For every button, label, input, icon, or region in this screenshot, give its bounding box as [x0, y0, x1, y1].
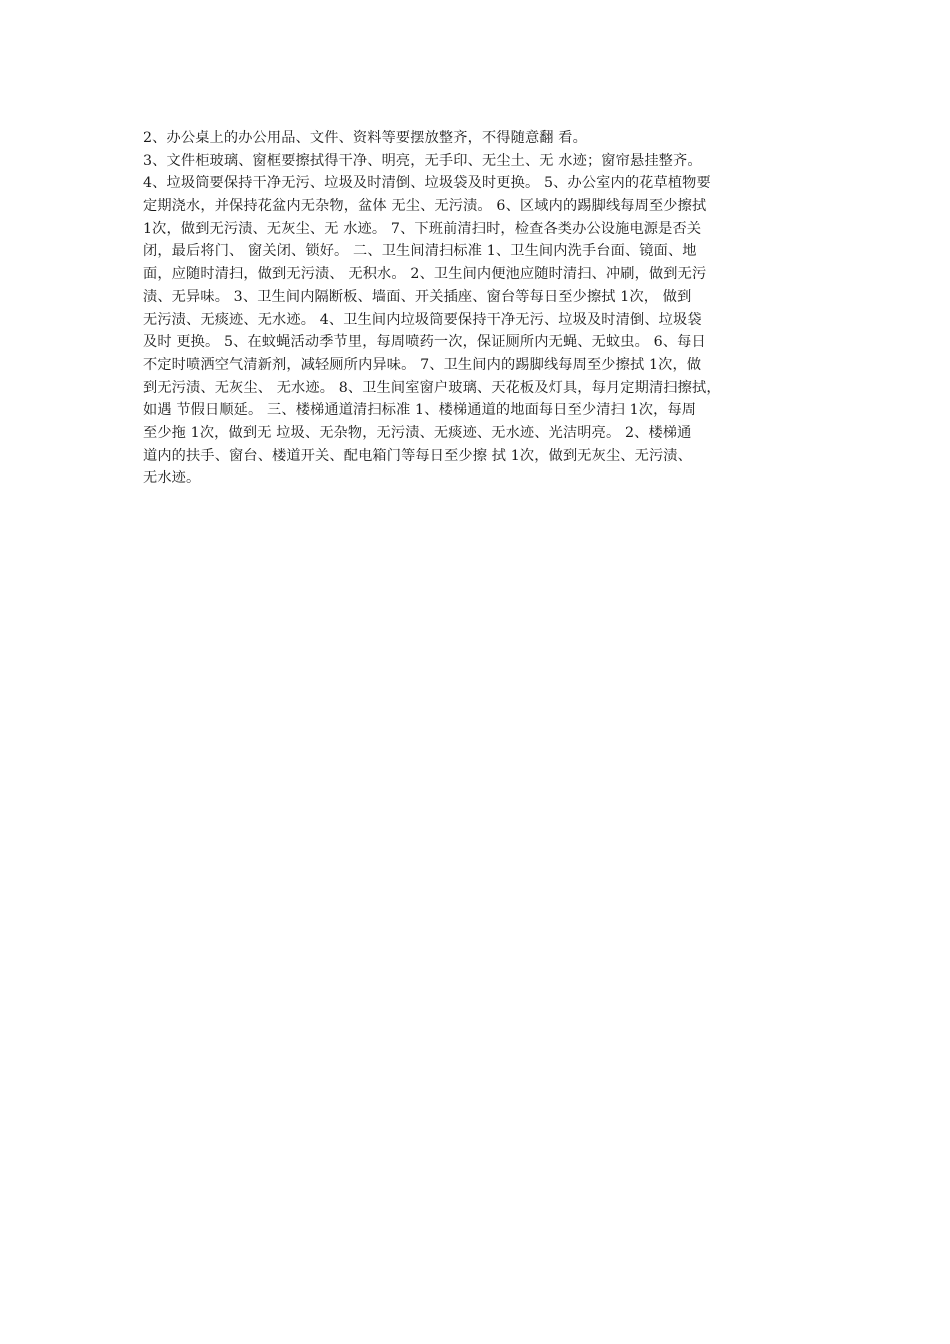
text-line: 如遇 节假日顺延。 三、楼梯通道清扫标准 1、楼梯通道的地面每日至少清扫 1次，每周 — [143, 402, 697, 419]
text-line: 到无污渍、无灰尘、 无水迹。 8、卫生间室窗户玻璃、天花板及灯具，每月定期清扫擦拭， — [143, 379, 721, 396]
text-line: 无水迹。 — [143, 470, 201, 487]
text-line: 无污渍、无痰迹、无水迹。 4、卫生间内垃圾筒要保持干净无污、垃圾及时清倒、垃圾袋 — [143, 311, 702, 328]
text-line: 道内的扶手、窗台、楼道开关、配电箱门等每日至少擦 拭 1次，做到无灰尘、无污渍、 — [143, 447, 692, 464]
text-line: 3、文件柜玻璃、窗框要擦拭得干净、明亮，无手印、无尘土、无 水迹；窗帘悬挂整齐。 — [143, 152, 702, 169]
text-line: 定期浇水，并保持花盆内无杂物，盆体 无尘、无污渍。 6、区域内的踢脚线每周至少擦拭 — [143, 198, 707, 215]
text-line: 2、办公桌上的办公用品、文件、资料等要摆放整齐，不得随意翻 看。 — [143, 130, 587, 146]
text-line: 至少拖 1次，做到无 垃圾、无杂物，无污渍、无痰迹、无水迹、光洁明亮。 2、楼梯通 — [143, 424, 692, 441]
text-line: 闭，最后将门、 窗关闭、锁好。 二、卫生间清扫标准 1、卫生间内洗手台面、镜面、地 — [143, 243, 697, 260]
body-text — [143, 127, 823, 490]
text-line: 渍、无异味。 3、卫生间内隔断板、墙面、开关插座、窗台等每日至少擦拭 1次， 做到 — [143, 288, 692, 305]
text-line: 1次，做到无污渍、无灰尘、无 水迹。 7、下班前清扫时，检查各类办公设施电源是否关 — [143, 220, 702, 237]
text-line: 面，应随时清扫，做到无污渍、 无积水。 2、卫生间内便池应随时清扫、冲刷，做到无污 — [143, 266, 707, 283]
text-line: 不定时喷洒空气清新剂，减轻厕所内异味。 7、卫生间内的踢脚线每周至少擦拭 1次，做 — [143, 356, 702, 373]
text-line: 4、垃圾筒要保持干净无污、垃圾及时清倒、垃圾袋及时更换。 5、办公室内的花草植物要 — [143, 175, 711, 192]
text-line: 及时 更换。 5、在蚊蝇活动季节里，每周喷药一次，保证厕所内无蝇、无蚊虫。 6、每日 — [143, 334, 706, 351]
